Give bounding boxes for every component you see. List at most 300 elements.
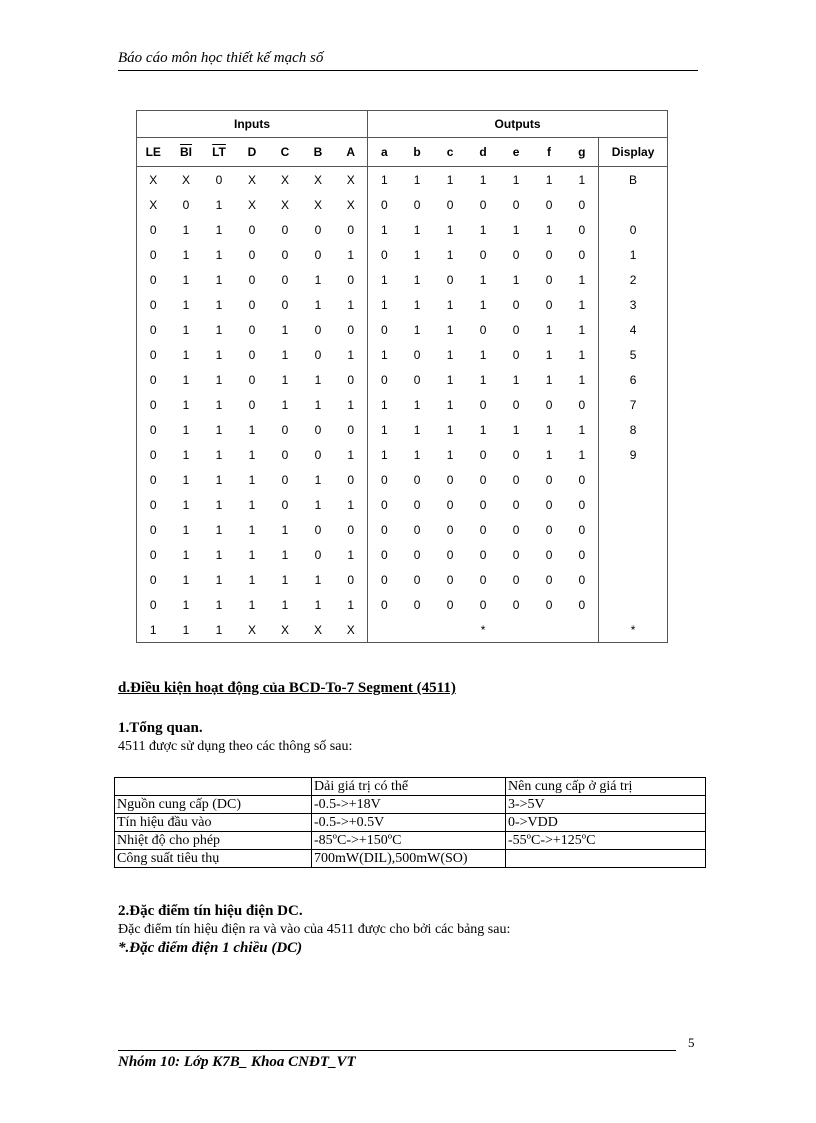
table-cell: Nên cung cấp ở giá trị xyxy=(506,778,706,796)
table-cell: 0 xyxy=(545,297,553,312)
table-cell: 0 xyxy=(248,397,256,412)
table-cell: 0 xyxy=(281,247,289,262)
table-cell: 1 xyxy=(182,372,190,387)
table-cell: 1 xyxy=(182,422,190,437)
table-cell: 0 xyxy=(347,472,355,487)
table-cell: 0 xyxy=(413,597,421,612)
table-cell: 1 xyxy=(599,242,668,267)
table-cell: 1 xyxy=(314,572,322,587)
table-cell: 0 xyxy=(512,347,520,362)
table-cell: 1 xyxy=(578,272,586,287)
table-cell: 0 xyxy=(413,547,421,562)
table-cell: 0 xyxy=(248,347,256,362)
table-cell: 5 xyxy=(599,342,668,367)
table-cell: 1 xyxy=(545,372,553,387)
table-cell: 1 xyxy=(413,397,421,412)
column-header-lt: $\overline{LT}$ xyxy=(203,138,236,167)
table-cell: 8 xyxy=(599,417,668,442)
table-cell: 1 xyxy=(545,447,553,462)
table-cell: X xyxy=(247,172,256,187)
table-row xyxy=(137,167,668,193)
table-cell: 1 xyxy=(578,372,586,387)
table-row xyxy=(115,778,706,796)
table-cell: 1 xyxy=(215,347,223,362)
table-cell: 0 xyxy=(578,572,586,587)
table-cell: 0 xyxy=(512,572,520,587)
table-cell: 1 xyxy=(347,397,355,412)
table-cell: 0 xyxy=(545,472,553,487)
table-cell: X xyxy=(247,622,256,637)
table-cell: 1 xyxy=(512,372,520,387)
table-cell: 1 xyxy=(347,247,355,262)
table-cell: 0 xyxy=(149,322,157,337)
table-cell: 1 xyxy=(347,347,355,362)
table-cell: 1 xyxy=(182,447,190,462)
table-cell: 1 xyxy=(368,417,401,442)
table-cell: 1 xyxy=(578,172,586,187)
table-cell: 0 xyxy=(368,517,401,542)
column-header-le: LE xyxy=(137,138,170,167)
table-cell: 0 xyxy=(347,322,355,337)
table-row xyxy=(115,796,706,814)
table-cell: X xyxy=(149,197,158,212)
table-cell: 1 xyxy=(182,272,190,287)
table-cell: 1 xyxy=(281,347,289,362)
table-cell: 0 xyxy=(314,422,322,437)
column-header-display: Display xyxy=(599,138,668,167)
table-cell: 0 xyxy=(149,222,157,237)
table-cell: 1 xyxy=(248,597,256,612)
table-cell: 0 xyxy=(545,522,553,537)
table-cell: 0 xyxy=(248,247,256,262)
table-cell: 0 xyxy=(413,347,421,362)
table-row xyxy=(137,367,668,392)
column-header-bi: $\overline{BI}$ xyxy=(170,138,203,167)
table-cell: X xyxy=(346,172,355,187)
column-header-g: g xyxy=(566,138,599,167)
table-cell: 1 xyxy=(248,522,256,537)
table-cell xyxy=(506,850,706,868)
table-cell: 0 xyxy=(347,522,355,537)
table-cell: 1 xyxy=(215,247,223,262)
table-cell: 1 xyxy=(347,447,355,462)
table-cell: 1 xyxy=(446,247,454,262)
table-cell: 1 xyxy=(215,522,223,537)
table-cell: 1 xyxy=(479,372,487,387)
table-cell: 0 xyxy=(368,367,401,392)
table-cell: 0 xyxy=(248,297,256,312)
table-cell: 1 xyxy=(545,347,553,362)
table-cell: 1 xyxy=(512,272,520,287)
table-cell: X xyxy=(313,197,322,212)
table-cell: 0 xyxy=(368,317,401,342)
table-cell: 1 xyxy=(314,297,322,312)
table-cell: 1 xyxy=(182,247,190,262)
table-cell: 0 xyxy=(314,322,322,337)
table-cell: 1 xyxy=(281,547,289,562)
table-cell: 0 xyxy=(512,447,520,462)
table-cell: 0 xyxy=(149,572,157,587)
table-cell: 0 xyxy=(413,522,421,537)
table-cell: 1 xyxy=(446,422,454,437)
table-row xyxy=(137,517,668,542)
table-cell: 1 xyxy=(215,547,223,562)
column-header-f: f xyxy=(533,138,566,167)
table-cell: 1 xyxy=(479,422,487,437)
table-cell: 0 xyxy=(545,197,553,212)
table-cell: 1 xyxy=(512,172,520,187)
table-cell: 0 xyxy=(368,467,401,492)
table-cell: 1 xyxy=(182,472,190,487)
table-cell: 0 xyxy=(545,547,553,562)
table-cell: 0 xyxy=(545,397,553,412)
table-cell: * xyxy=(480,622,486,637)
table-cell: 1 xyxy=(413,222,421,237)
table-cell: 1 xyxy=(446,222,454,237)
table-cell: 1 xyxy=(578,322,586,337)
table-cell: 1 xyxy=(578,347,586,362)
table-cell: 1 xyxy=(314,472,322,487)
table-cell: 0 xyxy=(248,322,256,337)
table-cell: 0 xyxy=(149,397,157,412)
table-cell: 1 xyxy=(248,447,256,462)
table-cell: 1 xyxy=(545,422,553,437)
table-row xyxy=(137,592,668,617)
table-cell: 1 xyxy=(215,447,223,462)
table-cell: 0 xyxy=(281,472,289,487)
table-cell: 1 xyxy=(446,172,454,187)
header-title: Báo cáo môn học thiết kế mạch số xyxy=(118,50,324,66)
table-cell: 1 xyxy=(413,422,421,437)
table-cell: 0 xyxy=(446,572,454,587)
table-cell: -0.5->+0.5V xyxy=(312,814,506,832)
table-row xyxy=(137,242,668,267)
table-cell: 0 xyxy=(314,522,322,537)
table-cell: 1 xyxy=(545,322,553,337)
table-cell: 1 xyxy=(413,172,421,187)
table-cell: 3->5V xyxy=(506,796,706,814)
table-cell: 1 xyxy=(281,322,289,337)
table-cell: 1 xyxy=(215,372,223,387)
table-cell: 6 xyxy=(599,367,668,392)
table-cell: 1 xyxy=(314,597,322,612)
column-header-a: a xyxy=(368,138,401,167)
table-cell: 1 xyxy=(182,497,190,512)
table-cell: 0 xyxy=(446,472,454,487)
table-cell: 0 xyxy=(479,322,487,337)
table-cell: X xyxy=(247,197,256,212)
table-cell: 0 xyxy=(446,522,454,537)
table-cell: 1 xyxy=(281,572,289,587)
table-cell: 1 xyxy=(182,522,190,537)
table-cell: 1 xyxy=(248,572,256,587)
table-cell: 2 xyxy=(599,267,668,292)
table-cell: 1 xyxy=(215,422,223,437)
table-cell: X xyxy=(149,172,158,187)
dc-section-text: Đặc điểm tín hiệu điện ra và vào của 4511 được cho bởi các bảng sau: xyxy=(118,922,511,937)
table-cell: 0 xyxy=(281,497,289,512)
table-cell: 0 xyxy=(512,322,520,337)
table-cell: 1 xyxy=(446,297,454,312)
column-header-a: A xyxy=(335,138,368,167)
table-cell: 0 xyxy=(314,547,322,562)
table-cell xyxy=(500,617,533,643)
table-row xyxy=(137,267,668,292)
table-cell xyxy=(434,617,467,643)
table-cell: 1 xyxy=(215,622,223,637)
table-cell: Tín hiệu đầu vào xyxy=(115,814,312,832)
table-cell: X xyxy=(181,172,190,187)
table-cell: 0 xyxy=(347,372,355,387)
section-d-title: d.Điều kiện hoạt động của BCD-To-7 Segment (4511) xyxy=(118,680,456,696)
table-row xyxy=(137,392,668,417)
table-cell: 0 xyxy=(578,472,586,487)
column-header-d: d xyxy=(467,138,500,167)
table-cell: 1 xyxy=(314,372,322,387)
table-cell: 1 xyxy=(446,447,454,462)
table-cell: 9 xyxy=(599,442,668,467)
table-cell: 1 xyxy=(215,472,223,487)
table-cell: 0 xyxy=(479,522,487,537)
table-cell: 0 xyxy=(446,497,454,512)
table-cell: 1 xyxy=(446,347,454,362)
table-cell: 0 xyxy=(479,472,487,487)
table-row xyxy=(137,492,668,517)
page-number: 5 xyxy=(688,1035,695,1050)
table-cell: -85ºC->+150ºC xyxy=(312,832,506,850)
table-cell: 0 xyxy=(578,197,586,212)
table-cell: 3 xyxy=(599,292,668,317)
table-cell xyxy=(566,617,599,643)
table-cell: 1 xyxy=(281,397,289,412)
table-cell: 1 xyxy=(215,322,223,337)
table-cell: 0 xyxy=(578,247,586,262)
table-row xyxy=(137,467,668,492)
table-cell xyxy=(401,617,434,643)
table-cell: 1 xyxy=(182,222,190,237)
dc-section-title: 2.Đặc điểm tín hiệu điện DC. xyxy=(118,903,303,919)
table-cell: 1 xyxy=(215,272,223,287)
table-cell: 0 xyxy=(413,372,421,387)
table-cell: 0 xyxy=(512,472,520,487)
table-cell: 0 xyxy=(281,222,289,237)
table-cell: 1 xyxy=(578,297,586,312)
table-cell: 1 xyxy=(314,272,322,287)
table-cell: -55ºC->+125ºC xyxy=(506,832,706,850)
table-cell: 0 xyxy=(512,597,520,612)
table-cell: 1 xyxy=(479,172,487,187)
table-cell: 0 xyxy=(347,572,355,587)
column-header-c: C xyxy=(269,138,302,167)
table-cell: 1 xyxy=(368,217,401,242)
table-cell: 1 xyxy=(512,222,520,237)
table-cell: 0 xyxy=(479,247,487,262)
table-cell: 0 xyxy=(578,547,586,562)
table-row xyxy=(115,832,706,850)
table-cell: 1 xyxy=(182,597,190,612)
table-cell: 0 xyxy=(512,197,520,212)
column-header-e: e xyxy=(500,138,533,167)
table-cell: 1 xyxy=(479,222,487,237)
table-cell: 0 xyxy=(248,272,256,287)
footer-text: Nhóm 10: Lớp K7B_ Khoa CNĐT_VT xyxy=(118,1054,356,1070)
table-cell: 1 xyxy=(314,497,322,512)
table-cell: 0 xyxy=(578,397,586,412)
table-cell: 0 xyxy=(149,472,157,487)
table-cell: 0 xyxy=(512,297,520,312)
table-row xyxy=(137,292,668,317)
table-cell: 0 xyxy=(149,272,157,287)
table-cell: Công suất tiêu thụ xyxy=(115,850,312,868)
table-cell: 0 xyxy=(446,597,454,612)
table-cell: 0 xyxy=(182,197,190,212)
table-cell: 1 xyxy=(281,372,289,387)
table-cell: 1 xyxy=(578,447,586,462)
table-cell: B xyxy=(599,167,668,193)
column-header-row xyxy=(137,138,668,167)
table-cell: 1 xyxy=(215,572,223,587)
table-cell: 1 xyxy=(368,442,401,467)
table-cell: 1 xyxy=(182,622,190,637)
table-cell: 1 xyxy=(248,497,256,512)
table-cell: 1 xyxy=(182,547,190,562)
spec-table-body xyxy=(115,778,706,868)
table-cell: 1 xyxy=(479,347,487,362)
table-cell: 0 xyxy=(149,347,157,362)
table-cell: Nhiệt độ cho phép xyxy=(115,832,312,850)
table-cell: 0 xyxy=(446,272,454,287)
table-cell xyxy=(599,542,668,567)
table-cell: 0 xyxy=(314,222,322,237)
table-cell: 0 xyxy=(545,597,553,612)
table-cell: 1 xyxy=(347,597,355,612)
table-cell: 0 xyxy=(479,597,487,612)
table-cell: 0 xyxy=(149,247,157,262)
table-cell: 0 xyxy=(479,197,487,212)
table-cell: 0 xyxy=(281,447,289,462)
table-cell: 0 xyxy=(512,397,520,412)
table-cell: 1 xyxy=(545,222,553,237)
table-cell: 0 xyxy=(281,422,289,437)
table-cell: 0 xyxy=(281,272,289,287)
table-cell: 0 xyxy=(368,592,401,617)
table-cell: 1 xyxy=(281,597,289,612)
table-cell: 1 xyxy=(215,222,223,237)
table-cell: 0 xyxy=(545,272,553,287)
table-cell: 1 xyxy=(413,447,421,462)
truth-table-body xyxy=(137,167,668,643)
table-cell: 1 xyxy=(248,472,256,487)
table-cell: 0 xyxy=(248,222,256,237)
table-cell xyxy=(599,192,668,217)
table-cell xyxy=(533,617,566,643)
page-header xyxy=(118,50,698,71)
table-cell: 1 xyxy=(446,372,454,387)
table-cell: 0 xyxy=(347,272,355,287)
table-cell xyxy=(599,517,668,542)
table-cell: 0 xyxy=(479,572,487,587)
table-cell xyxy=(368,617,401,643)
table-cell: 0 xyxy=(512,522,520,537)
table-cell: 0 xyxy=(512,497,520,512)
table-cell: 0 xyxy=(368,542,401,567)
table-cell: 0 xyxy=(479,497,487,512)
column-header-c: c xyxy=(434,138,467,167)
table-cell: 0 xyxy=(578,497,586,512)
table-cell: 1 xyxy=(182,397,190,412)
table-row xyxy=(137,217,668,242)
inputs-group-header: Inputs xyxy=(137,111,368,138)
table-cell: 1 xyxy=(215,597,223,612)
table-cell: 7 xyxy=(599,392,668,417)
table-row xyxy=(137,617,668,643)
table-cell: 1 xyxy=(512,422,520,437)
table-cell: 0 xyxy=(368,192,401,217)
table-cell: 1 xyxy=(182,572,190,587)
table-cell: 0 xyxy=(446,197,454,212)
table-cell: X xyxy=(280,622,289,637)
table-cell: 1 xyxy=(479,272,487,287)
table-cell: 0 xyxy=(413,197,421,212)
table-cell: 1 xyxy=(215,197,223,212)
table-cell: 0 xyxy=(413,497,421,512)
table-cell: 1 xyxy=(182,347,190,362)
table-row xyxy=(137,442,668,467)
table-cell: 0 xyxy=(347,222,355,237)
column-header-d: D xyxy=(236,138,269,167)
table-cell: 0 xyxy=(578,222,586,237)
table-cell: 1 xyxy=(479,297,487,312)
table-cell: X xyxy=(280,172,289,187)
table-cell: 1 xyxy=(446,397,454,412)
column-header-b: B xyxy=(302,138,335,167)
table-cell xyxy=(115,778,312,796)
table-cell: 0 xyxy=(314,247,322,262)
overview-title: 1.Tổng quan. xyxy=(118,720,203,736)
table-cell: Nguồn cung cấp (DC) xyxy=(115,796,312,814)
table-cell: 0 xyxy=(368,242,401,267)
table-cell: 0 xyxy=(149,497,157,512)
table-cell: 0->VDD xyxy=(506,814,706,832)
table-cell: 1 xyxy=(248,547,256,562)
table-cell: X xyxy=(346,197,355,212)
table-cell: 4 xyxy=(599,317,668,342)
table-cell: 1 xyxy=(347,297,355,312)
table-cell: 0 xyxy=(215,172,223,187)
table-cell: 1 xyxy=(248,422,256,437)
table-cell: 0 xyxy=(599,217,668,242)
table-cell: 0 xyxy=(545,247,553,262)
table-cell: 1 xyxy=(446,322,454,337)
table-cell: 1 xyxy=(215,397,223,412)
table-row xyxy=(115,814,706,832)
table-cell: 1 xyxy=(215,297,223,312)
table-row xyxy=(137,317,668,342)
table-cell: 0 xyxy=(347,422,355,437)
table-row xyxy=(137,192,668,217)
overview-text: 4511 được sử dụng theo các thông số sau: xyxy=(118,739,353,754)
table-cell: 1 xyxy=(215,497,223,512)
table-cell: 1 xyxy=(368,392,401,417)
table-cell: 0 xyxy=(149,372,157,387)
table-cell: X xyxy=(346,622,355,637)
table-cell xyxy=(599,492,668,517)
table-cell: 0 xyxy=(512,247,520,262)
table-cell: 1 xyxy=(413,297,421,312)
table-cell: 0 xyxy=(149,597,157,612)
table-cell: 1 xyxy=(368,342,401,367)
table-cell: 0 xyxy=(281,297,289,312)
